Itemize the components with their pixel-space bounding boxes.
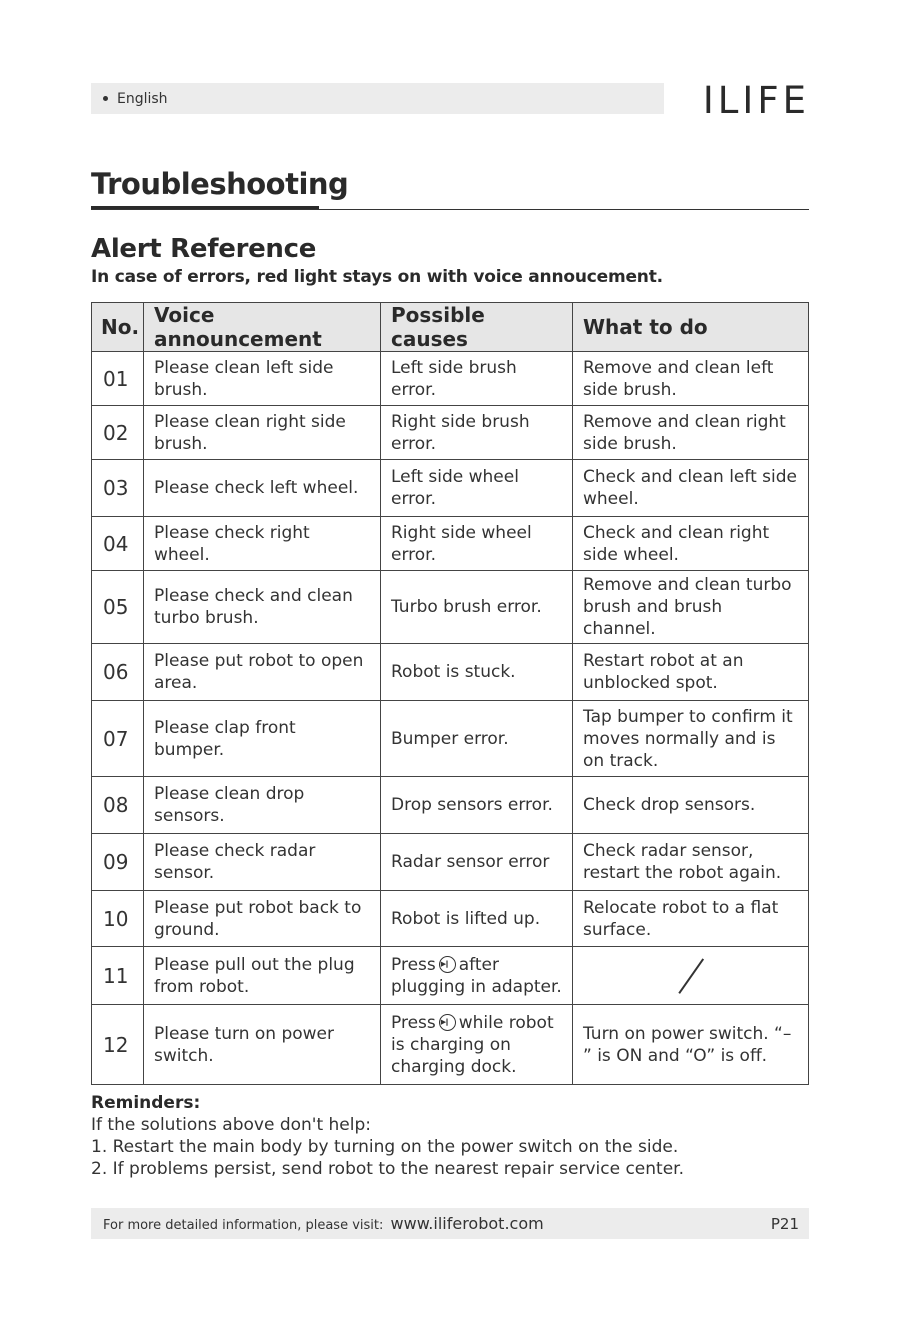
row-number: 01 — [92, 352, 144, 406]
table-row — [92, 834, 809, 891]
reminders-heading: Reminders: — [91, 1093, 201, 1113]
possible-cause: Left side brush error. — [381, 352, 573, 406]
possible-cause: Right side brush error. — [381, 406, 573, 460]
row-number: 02 — [92, 406, 144, 460]
slash-icon — [678, 958, 703, 993]
cause-press-label: Press — [391, 954, 436, 975]
possible-cause: Right side wheel error. — [381, 517, 573, 571]
row-number: 12 — [92, 1005, 144, 1085]
voice-announcement: Please check and clean turbo brush. — [144, 571, 381, 644]
page-title: Troubleshooting — [91, 167, 349, 201]
table-row — [92, 891, 809, 947]
row-number: 08 — [92, 777, 144, 834]
row-number: 10 — [92, 891, 144, 947]
header-cause: Possible causes — [381, 303, 573, 352]
footer-info — [103, 1214, 544, 1233]
possible-cause: Robot is lifted up. — [381, 891, 573, 947]
what-to-do: Check drop sensors. — [573, 777, 809, 834]
row-number: 07 — [92, 701, 144, 777]
header-action: What to do — [573, 303, 809, 352]
reminders-intro: If the solutions above don't help: — [91, 1115, 372, 1135]
voice-announcement: Please check left wheel. — [144, 460, 381, 517]
title-divider — [91, 209, 809, 210]
cause-press-label: Press — [391, 1012, 436, 1033]
section-title: Alert Reference — [91, 234, 317, 264]
bullet-icon — [103, 96, 108, 101]
language-label: English — [117, 90, 168, 107]
language-bar — [91, 83, 664, 114]
what-to-do: Relocate robot to a flat surface. — [573, 891, 809, 947]
voice-announcement: Please pull out the plug from robot. — [144, 947, 381, 1005]
possible-cause: Drop sensors error. — [381, 777, 573, 834]
voice-announcement: Please clean drop sensors. — [144, 777, 381, 834]
alert-table — [91, 302, 809, 1085]
table-row — [92, 517, 809, 571]
what-to-do: Check radar sensor, restart the robot again. — [573, 834, 809, 891]
what-to-do: Check and clean right side wheel. — [573, 517, 809, 571]
row-number: 06 — [92, 644, 144, 701]
cause-detail: while robot is charging on charging dock. — [391, 1012, 554, 1077]
possible-cause: Turbo brush error. — [381, 571, 573, 644]
row-number: 03 — [92, 460, 144, 517]
table-row — [92, 777, 809, 834]
row-number: 11 — [92, 947, 144, 1005]
possible-cause — [381, 947, 573, 1005]
reminder-item: 1. Restart the main body by turning on the power switch on the side. — [91, 1137, 679, 1157]
footer-bar — [91, 1208, 809, 1239]
possible-cause: Robot is stuck. — [381, 644, 573, 701]
play-pause-icon — [439, 1014, 456, 1031]
section-note: In case of errors, red light stays on with voice annoucement. — [91, 267, 663, 287]
what-to-do: Remove and clean turbo brush and brush channel. — [573, 571, 809, 644]
voice-announcement: Please clean right side brush. — [144, 406, 381, 460]
table-row — [92, 352, 809, 406]
play-pause-icon — [439, 956, 456, 973]
voice-announcement: Please clap front bumper. — [144, 701, 381, 777]
what-to-do — [573, 947, 809, 1005]
voice-announcement: Please put robot back to ground. — [144, 891, 381, 947]
table-row — [92, 644, 809, 701]
brand-logo: ILIFE — [702, 79, 810, 122]
table-row — [92, 1005, 809, 1085]
what-to-do: Remove and clean right side brush. — [573, 406, 809, 460]
voice-announcement: Please check radar sensor. — [144, 834, 381, 891]
row-number: 05 — [92, 571, 144, 644]
voice-announcement: Please put robot to open area. — [144, 644, 381, 701]
voice-announcement: Please check right wheel. — [144, 517, 381, 571]
possible-cause: Radar sensor error — [381, 834, 573, 891]
header-voice: Voice announcement — [144, 303, 381, 352]
what-to-do: Tap bumper to confirm it moves normally and is on track. — [573, 701, 809, 777]
cause-detail: after plugging in adapter. — [391, 954, 562, 997]
table-row — [92, 701, 809, 777]
possible-cause — [381, 1005, 573, 1085]
possible-cause: Left side wheel error. — [381, 460, 573, 517]
table-row — [92, 406, 809, 460]
table-row — [92, 947, 809, 1005]
header-no: No. — [92, 303, 144, 352]
table-row — [92, 460, 809, 517]
what-to-do: Check and clean left side wheel. — [573, 460, 809, 517]
voice-announcement: Please turn on power switch. — [144, 1005, 381, 1085]
possible-cause: Bumper error. — [381, 701, 573, 777]
what-to-do: Turn on power switch. “– ” is ON and “O” is off. — [573, 1005, 809, 1085]
footer-text: For more detailed information, please visit: — [103, 1218, 384, 1233]
what-to-do: Restart robot at an unblocked spot. — [573, 644, 809, 701]
voice-announcement: Please clean left side brush. — [144, 352, 381, 406]
table-row — [92, 571, 809, 644]
row-number: 09 — [92, 834, 144, 891]
page-number: P21 — [770, 1214, 799, 1233]
table-header-row — [92, 303, 809, 352]
row-number: 04 — [92, 517, 144, 571]
reminders-section — [91, 1092, 851, 1180]
reminder-item: 2. If problems persist, send robot to the nearest repair service center. — [91, 1159, 684, 1179]
what-to-do: Remove and clean left side brush. — [573, 352, 809, 406]
website-link[interactable]: www.iliferobot.com — [390, 1214, 544, 1233]
